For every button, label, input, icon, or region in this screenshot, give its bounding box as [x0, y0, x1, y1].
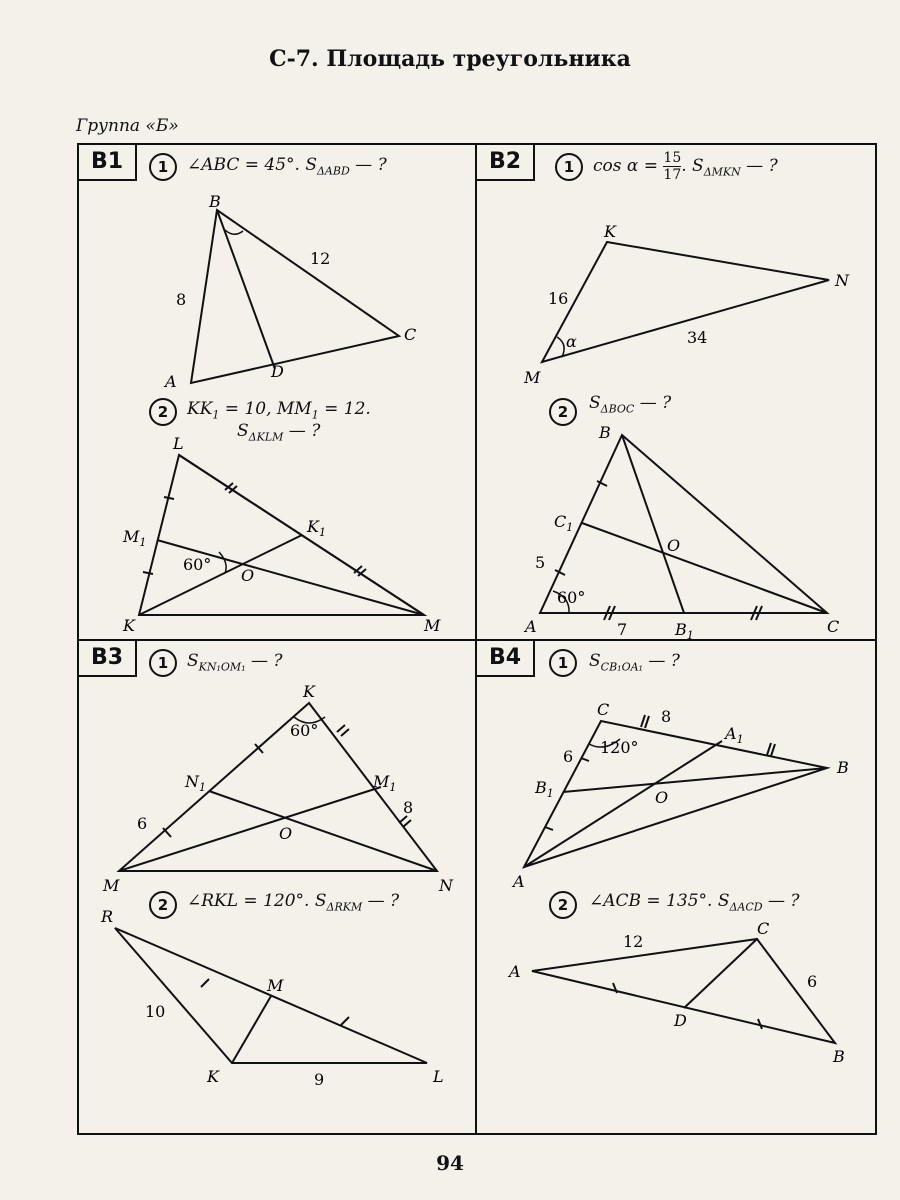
segment-m1m: [157, 540, 424, 615]
side-length: 8: [176, 290, 187, 309]
vertex-label: C: [827, 617, 840, 636]
task-number: 1: [555, 153, 583, 181]
task-number: 1: [149, 649, 177, 677]
triangle-acb: [524, 721, 827, 867]
variant-label: B3: [79, 641, 137, 677]
vertex-label: C: [757, 919, 770, 938]
vertex-label: K: [207, 1067, 219, 1086]
vertex-label: O: [279, 824, 293, 843]
vertex-label: K: [123, 616, 135, 635]
fraction: $\frac{15}{17}$: [663, 150, 682, 183]
vertex-label: B: [209, 192, 221, 211]
side-length: 7: [617, 620, 628, 639]
task-statement: $S_{CB_1OA_1}$ — ?: [589, 651, 680, 674]
task-number: 2: [549, 398, 577, 426]
angle-label: α: [566, 332, 577, 351]
vertex-label: M: [424, 616, 441, 635]
vertex-label: $B_1$: [675, 620, 694, 641]
vertex-label: A: [525, 617, 537, 636]
vertex-label: R: [101, 907, 114, 926]
problem-grid: [77, 143, 877, 1135]
task-statement-line2: $S_{\Delta KLM}$ — ?: [237, 421, 321, 444]
angle-arc: [225, 230, 243, 234]
variant-label: B1: [79, 145, 137, 181]
side-length: 8: [403, 798, 414, 817]
task-number: 1: [549, 649, 577, 677]
task-statement: ∠ABC = 45°. $S_{\Delta ABD}$ — ?: [187, 155, 387, 178]
vertex-label: A: [509, 962, 521, 981]
variant-label: B2: [477, 145, 535, 181]
task-statement: $KK_1 = 10$, $MM_1 = 12$.: [187, 399, 371, 422]
variant-b4: [477, 641, 875, 1133]
figure-b2: [477, 145, 875, 641]
page-title: С-7. Площадь треугольника: [269, 46, 631, 72]
side-length: 9: [314, 1070, 325, 1089]
variant-label: B4: [477, 641, 535, 677]
vertex-label: $C_1$: [554, 512, 574, 534]
side-length: 12: [623, 932, 644, 951]
vertex-label: L: [433, 1067, 444, 1086]
vertex-label: C: [404, 325, 417, 344]
vertex-label: D: [271, 362, 284, 381]
side-length: 10: [145, 1002, 166, 1021]
vertex-label: M: [103, 876, 120, 895]
vertex-label: $B_1$: [535, 778, 554, 800]
task-statement: ∠RKL = 120°. $S_{\Delta RKM}$ — ?: [187, 891, 400, 914]
vertex-label: B: [599, 423, 611, 442]
vertex-label: O: [241, 566, 255, 585]
segment-km: [232, 996, 271, 1063]
segment-cc1: [582, 523, 827, 613]
vertex-label: M: [267, 976, 284, 995]
vertex-label: C: [597, 700, 610, 719]
task-number: 2: [149, 891, 177, 919]
vertex-label: K: [604, 222, 616, 241]
vertex-label: B: [833, 1047, 845, 1066]
triangle-mkn: [542, 242, 829, 362]
vertex-label: A: [165, 372, 177, 391]
task-number: 2: [149, 398, 177, 426]
segment-mm1: [119, 787, 381, 871]
vertex-label: M: [524, 368, 541, 387]
variant-b1: [79, 145, 477, 641]
side-length: 16: [548, 289, 569, 308]
figure-b1: [79, 145, 477, 641]
vertex-label: N: [439, 876, 453, 895]
angle-value: 60°: [557, 588, 586, 607]
vertex-label: $A_1$: [725, 724, 744, 746]
segment-cd: [684, 939, 757, 1008]
page-number: 94: [436, 1151, 464, 1175]
angle-arc: [219, 552, 226, 573]
side-length: 6: [563, 747, 574, 766]
vertex-label: $K_1$: [307, 517, 326, 539]
variant-b3: [79, 641, 477, 1133]
vertex-label: B: [837, 758, 849, 777]
segment-bd: [217, 210, 275, 369]
side-length: 6: [807, 972, 818, 991]
side-length: 6: [137, 814, 148, 833]
angle-arc: [557, 337, 564, 357]
segment-aa1: [524, 741, 722, 867]
task-statement: cos α = $\frac{15}{17}$ . $S_{\Delta MKN}$ — ?: [593, 150, 778, 183]
vertex-label: $M_1$: [373, 772, 397, 794]
triangle-abc: [191, 210, 399, 383]
group-heading: Группа «Б»: [76, 116, 179, 136]
triangle-rkl: [115, 928, 427, 1063]
side-length: 8: [661, 707, 672, 726]
angle-value: 120°: [600, 738, 639, 757]
triangle-klm: [139, 455, 424, 615]
task-statement: ∠ACB = 135°. $S_{\Delta ACD}$ — ?: [589, 891, 800, 914]
figure-b4: [477, 641, 875, 1133]
vertex-label: O: [655, 788, 669, 807]
vertex-label: $N_1$: [185, 772, 206, 794]
side-length: 34: [687, 328, 708, 347]
vertex-label: D: [674, 1011, 687, 1030]
vertex-label: N: [835, 271, 849, 290]
side-length: 12: [310, 249, 331, 268]
task-statement: $S_{\Delta BOC}$ — ?: [589, 393, 672, 416]
side-length: 5: [535, 553, 546, 572]
vertex-label: $M_1$: [123, 527, 147, 549]
vertex-label: A: [513, 872, 525, 891]
variant-b2: [477, 145, 875, 641]
vertex-label: L: [173, 434, 184, 453]
vertex-label: O: [667, 536, 681, 555]
vertex-label: K: [303, 682, 315, 701]
task-number: 1: [149, 153, 177, 181]
angle-value: 60°: [183, 555, 212, 574]
figure-b3: [79, 641, 477, 1133]
task-number: 2: [549, 891, 577, 919]
median-kk1: [139, 535, 302, 615]
task-statement: $S_{KN_1OM_1}$ — ?: [187, 651, 283, 674]
angle-value: 60°: [290, 721, 319, 740]
